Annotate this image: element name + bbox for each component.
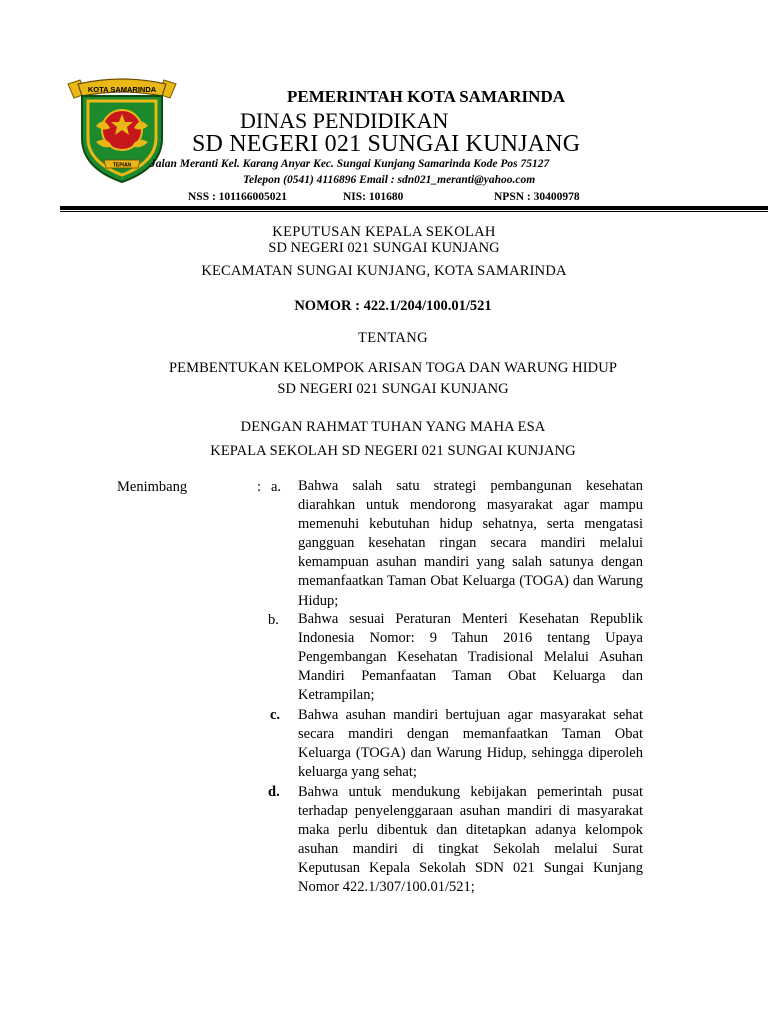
npsn-number: NPSN : 30400978 <box>494 191 580 203</box>
letterhead-divider-thick <box>60 206 768 210</box>
decree-about: TENTANG <box>357 330 429 346</box>
decree-number: NOMOR : 422.1/204/100.01/521 <box>294 298 492 314</box>
consideration-text: Bahwa salah satu strategi pembangunan kesehatan diarahkan untuk mendorong masyarakat agar mampu memenuhi kebutuhan hidup sehatnya, serta mengatasi gangguan kesehatan ringan secara mandiri melalui kemampuan asuhan mandiri yang salah satunya dengan memanfaatkan Taman Obat Keluarga (TOGA) dan Warung Hidup; <box>298 478 643 609</box>
consideration-text: Bahwa sesuai Peraturan Menteri Kesehatan Republik Indonesia Nomor: 9 Tahun 2016 tentang Upaya Pengembangan Kesehatan Tradisional Melalui Asuhan Mandiri Pemanfaatan Taman Obat Keluarga dan Ketrampilan; <box>298 611 643 704</box>
nis-number: NIS: 101680 <box>343 191 404 203</box>
decree-subject-line1: PEMBENTUKAN KELOMPOK ARISAN TOGA DAN WARUNG HIDUP <box>169 360 617 376</box>
considerations-label: Menimbang <box>117 479 188 495</box>
decree-school: SD NEGERI 021 SUNGAI KUNJANG <box>268 240 500 256</box>
decree-subject-line2: SD NEGERI 021 SUNGAI KUNJANG <box>277 381 509 397</box>
consideration-letter: c. <box>270 707 281 723</box>
school-address: Jalan Meranti Kel. Karang Anyar Kec. Sungai Kunjang Samarinda Kode Pos 75127 <box>150 158 550 170</box>
agency-name: DINAS PENDIDIKAN <box>240 108 449 133</box>
consideration-text: Bahwa asuhan mandiri bertujuan agar masyarakat sehat secara mandiri dengan memanfaatkan Taman Obat Keluarga (TOGA) dan Warung Hidup, sehingga diperoleh keluarga yang sehat; <box>298 707 643 781</box>
emblem-ribbon-text: TEPIAN <box>112 162 132 169</box>
consideration-letter: a. <box>271 479 282 495</box>
decree-district: KECAMATAN SUNGAI KUNJANG, KOTA SAMARINDA <box>201 263 567 279</box>
consideration-text: Bahwa untuk mendukung kebijakan pemerintah pusat terhadap penyelenggaraan asuhan mandiri di masyarakat maka perlu dibentuk dan ditetapkan adanya kelompok asuhan mandiri di tingkat Sekolah melalui Surat Keputusan Kepala Sekolah SDN 021 Sungai Kunjang Nomor 422.1/307/100.01/521; <box>298 784 643 896</box>
decree-head: KEPALA SEKOLAH SD NEGERI 021 SUNGAI KUNJANG <box>210 443 576 459</box>
government-name: PEMERINTAH KOTA SAMARINDA <box>287 87 565 106</box>
decree-title: KEPUTUSAN KEPALA SEKOLAH <box>272 224 496 240</box>
nss-number: NSS : 101166005021 <box>188 191 288 203</box>
decree-grace: DENGAN RAHMAT TUHAN YANG MAHA ESA <box>240 419 546 435</box>
school-contact: Telepon (0541) 4116896 Email : sdn021_meranti@yahoo.com <box>243 174 536 186</box>
considerations-colon: : <box>257 479 262 495</box>
emblem-banner-text: KOTA SAMARINDA <box>87 85 157 94</box>
consideration-letter: d. <box>268 784 280 800</box>
letterhead-divider-thin <box>60 211 768 212</box>
school-name: SD NEGERI 021 SUNGAI KUNJANG <box>192 131 581 157</box>
consideration-letter: b. <box>268 612 279 628</box>
